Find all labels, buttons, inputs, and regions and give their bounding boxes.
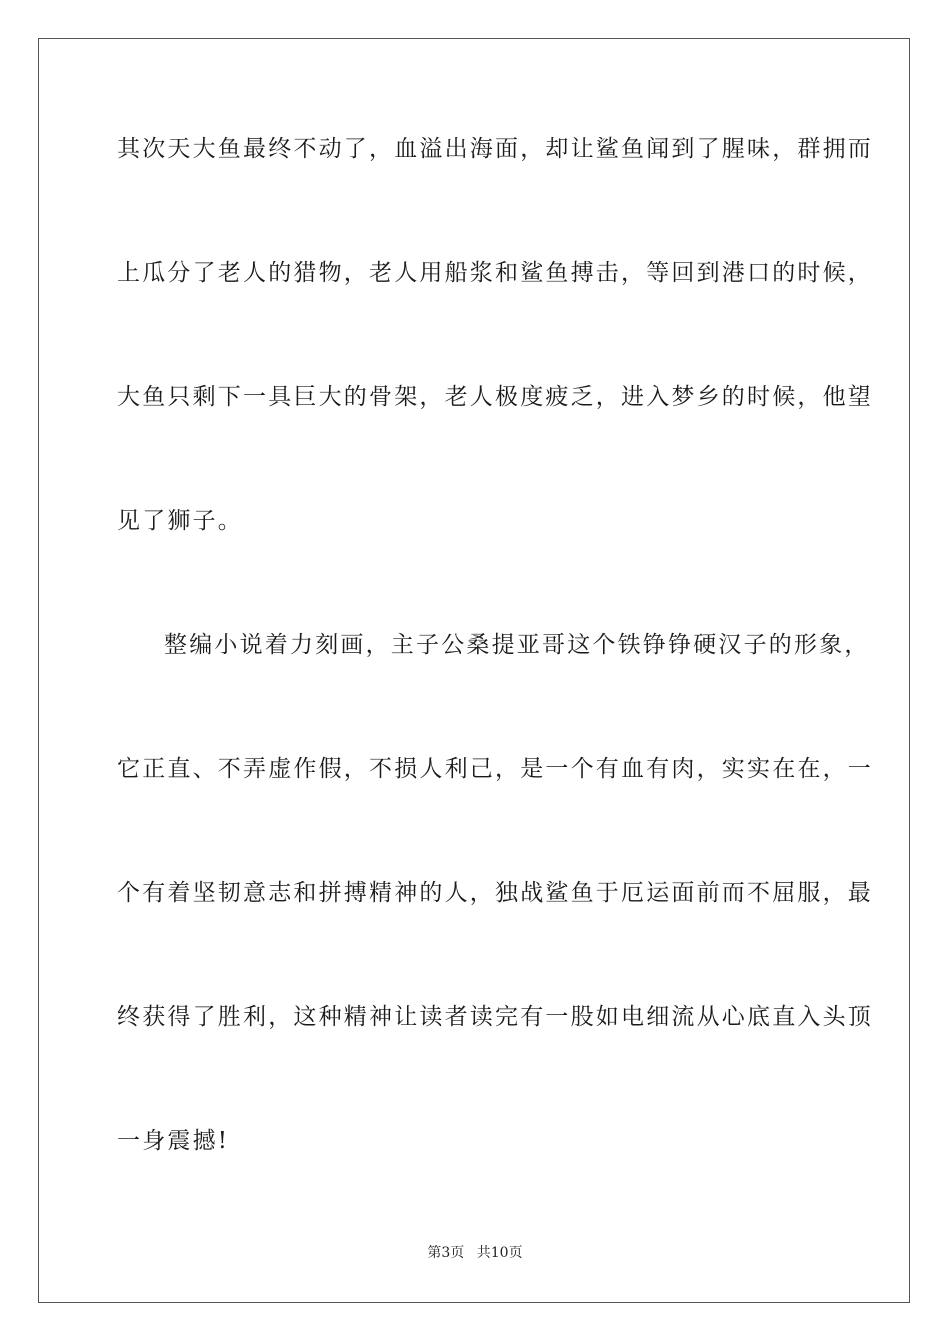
page-footer [0,1244,950,1262]
page-number: 第3页 [427,1245,465,1261]
paragraph-line: 它正直、不弄虚作假，不损人利己，是一个有血有肉，实实在在，一 [117,756,873,782]
paragraph-line: 其次天大鱼最终不动了，血溢出海面，却让鲨鱼闻到了腥味，群拥而 [117,136,873,162]
paragraph-line: 大鱼只剩下一具巨大的骨架，老人极度疲乏，进入梦乡的时候，他望 [117,384,873,410]
paragraph-line: 见了狮子。 [117,508,243,534]
page-total: 共10页 [476,1245,523,1261]
paragraph-line: 整编小说着力刻画，主子公桑提亚哥这个铁铮铮硬汉子的形象， [164,632,870,658]
paragraph-line: 一身震撼! [117,1128,230,1154]
paragraph-line: 终获得了胜利，这种精神让读者读完有一股如电细流从心底直入头顶 [117,1004,873,1030]
paragraph-line: 个有着坚韧意志和拼搏精神的人，独战鲨鱼于厄运面前而不屈服，最 [117,880,873,906]
page-border [38,38,910,1303]
paragraph-line: 上瓜分了老人的猎物，老人用船浆和鲨鱼搏击，等回到港口的时候， [117,260,873,286]
